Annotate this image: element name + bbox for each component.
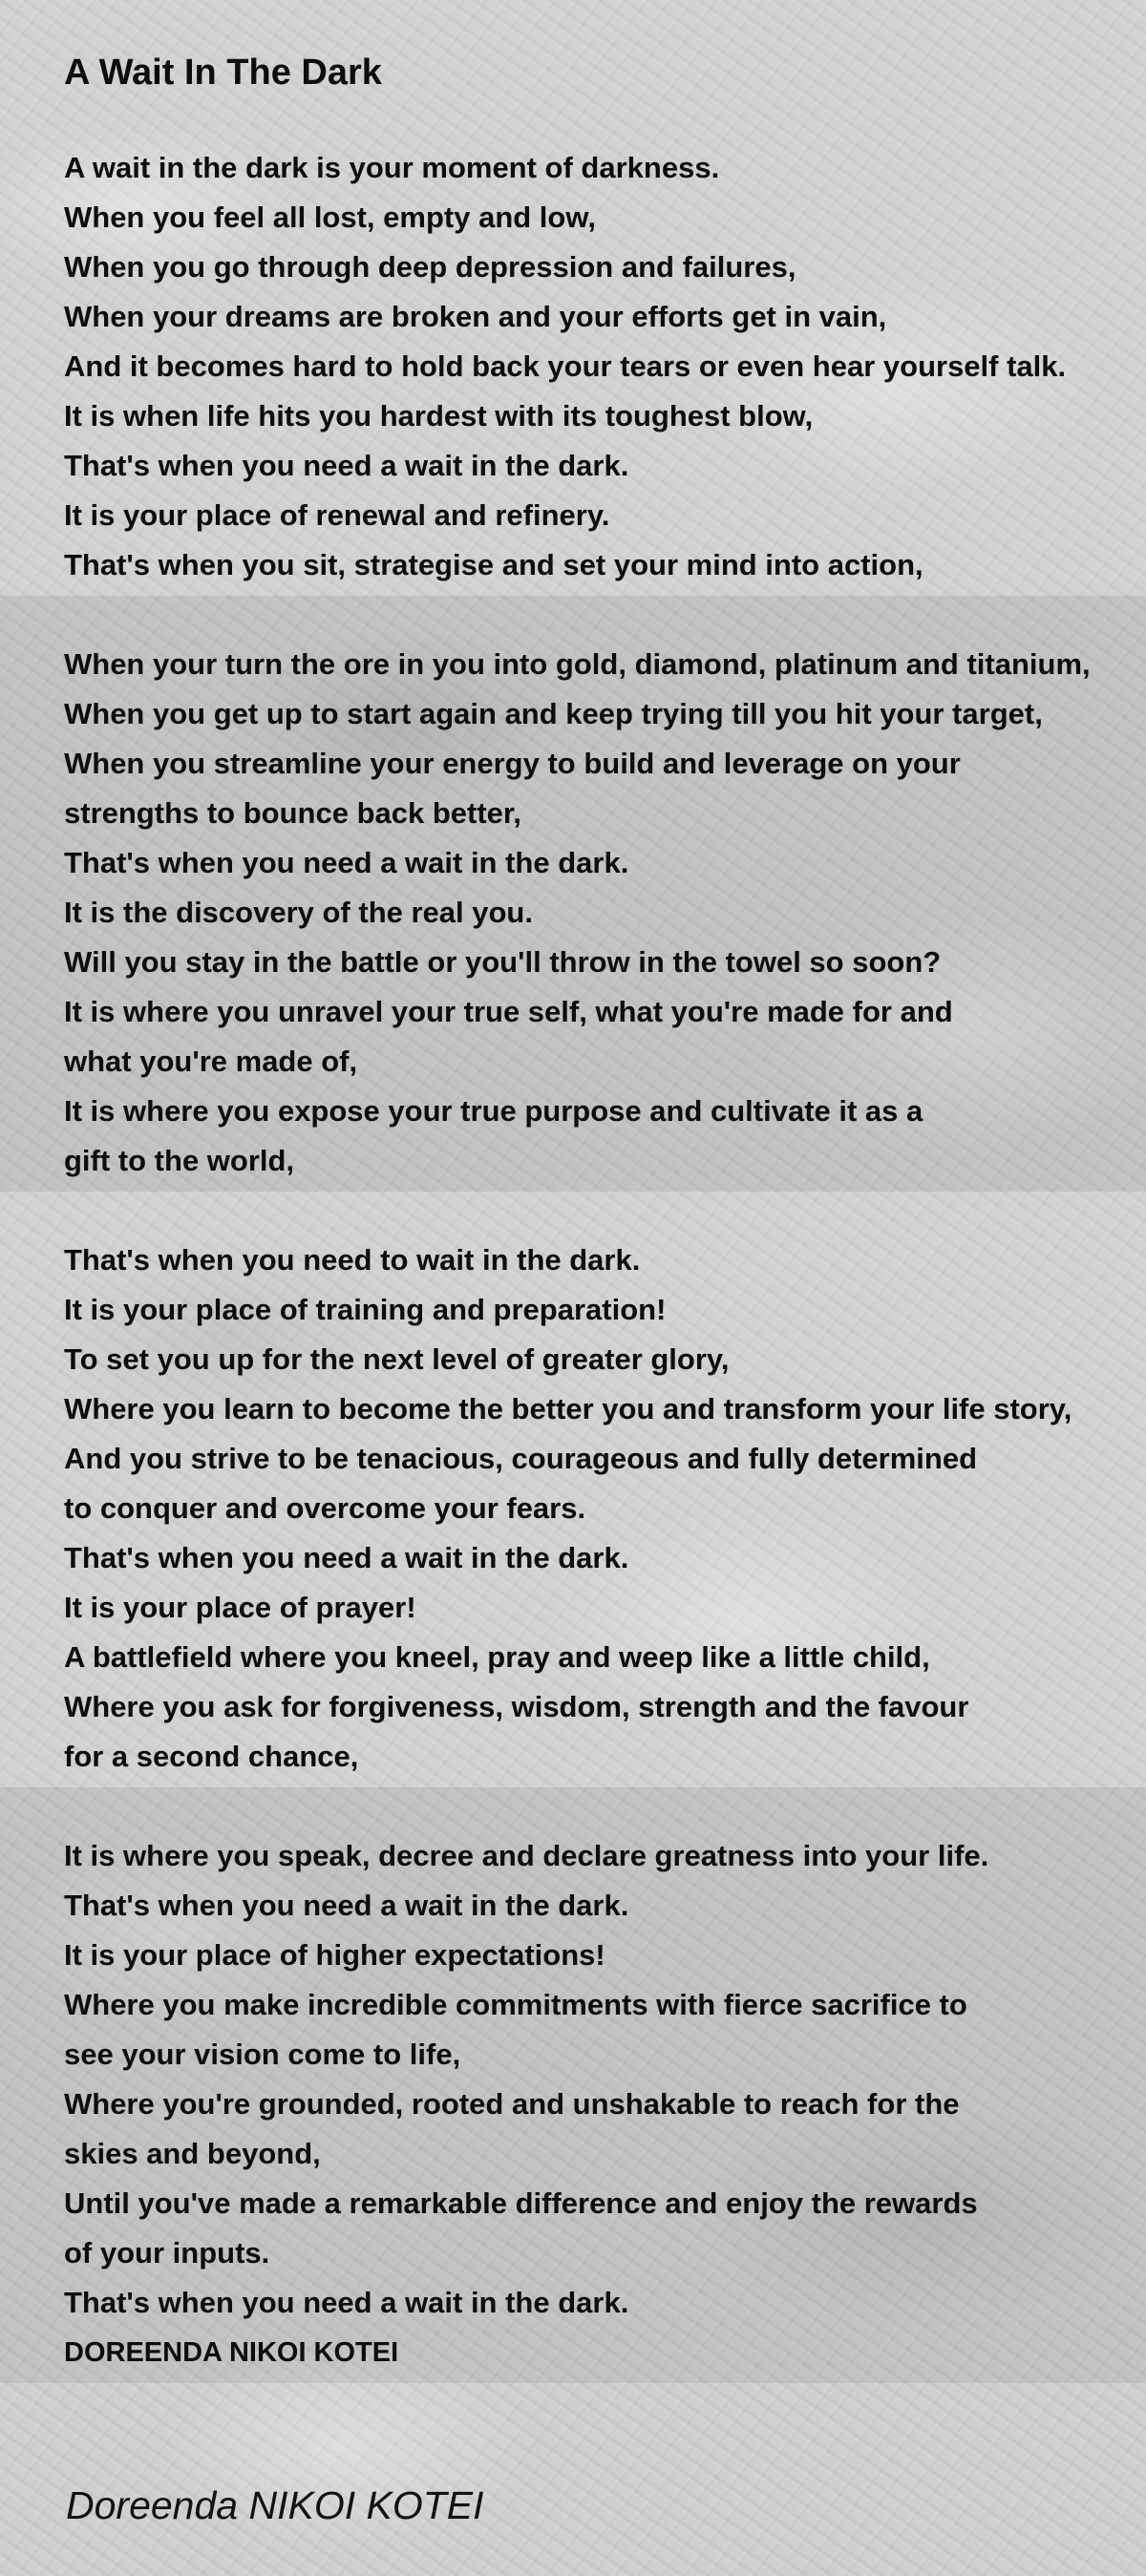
poem-line: skies and beyond, — [64, 2137, 321, 2170]
poem-line: for a second chance, — [64, 1740, 359, 1773]
poem-line: Where you make incredible commitments with fierce sacrifice to — [64, 1988, 967, 2021]
author-signature: Doreenda NIKOI KOTEI — [66, 2483, 484, 2527]
poem-line: It is where you unravel your true self, what you're made for and — [64, 995, 953, 1028]
poem-line: Until you've made a remarkable difference and enjoy the rewards — [64, 2186, 978, 2220]
stanza-3 — [64, 1235, 1134, 1782]
poem-line: It is your place of training and preparation! — [64, 1293, 667, 1326]
stanza-1 — [64, 143, 1134, 590]
poem-line: That's when you need a wait in the dark. — [64, 1889, 629, 1922]
poem-title: A Wait In The Dark — [64, 53, 382, 93]
poem-line: Where you're grounded, rooted and unshakable to reach for the — [64, 2087, 960, 2121]
poem-line: gift to the world, — [64, 1144, 295, 1177]
poem-line: That's when you need a wait in the dark. — [64, 846, 629, 879]
poem-line: A wait in the dark is your moment of darkness. — [64, 151, 720, 184]
poem-line: what you're made of, — [64, 1045, 358, 1078]
poem-line: That's when you need a wait in the dark. — [64, 2286, 629, 2319]
poem-line: A battlefield where you kneel, pray and weep like a little child, — [64, 1640, 930, 1674]
poem-line: When you streamline your energy to build and leverage on your — [64, 747, 961, 780]
poem-line: When your turn the ore in you into gold, diamond, platinum and titanium, — [64, 647, 1091, 681]
poem-line: When you go through deep depression and failures, — [64, 250, 796, 284]
poem-line: It is where you speak, decree and declare greatness into your life. — [64, 1839, 989, 1872]
poem-author: DOREENDA NIKOI KOTEI — [64, 2337, 399, 2368]
poem-line: It is where you expose your true purpose and cultivate it as a — [64, 1094, 923, 1128]
poem-line: That's when you sit, strategise and set your mind into action, — [64, 548, 923, 581]
poem-line: When you feel all lost, empty and low, — [64, 201, 596, 234]
poem-line: To set you up for the next level of greater glory, — [64, 1342, 730, 1376]
poem-line: And you strive to be tenacious, courageous and fully determined — [64, 1442, 978, 1475]
poem-line: It is when life hits you hardest with its toughest blow, — [64, 399, 814, 433]
poem-line: That's when you need a wait in the dark. — [64, 449, 629, 482]
poem-line: When you get up to start again and keep trying till you hit your target, — [64, 697, 1043, 730]
poem-line: of your inputs. — [64, 2236, 270, 2270]
poem-line: to conquer and overcome your fears. — [64, 1491, 586, 1525]
stanza-4 — [64, 1831, 1134, 2377]
poem-line: That's when you need to wait in the dark. — [64, 1243, 641, 1277]
poem-line: When your dreams are broken and your efforts get in vain, — [64, 300, 887, 333]
poem-line: It is your place of prayer! — [64, 1591, 416, 1624]
poem-line: see your vision come to life, — [64, 2038, 461, 2071]
stanza-2 — [64, 640, 1134, 1186]
poem-line: Will you stay in the battle or you'll throw in the towel so soon? — [64, 945, 942, 979]
poem-line: It is the discovery of the real you. — [64, 896, 533, 929]
poem-line: Where you ask for forgiveness, wisdom, strength and the favour — [64, 1690, 969, 1723]
poem-line: Where you learn to become the better you and transform your life story, — [64, 1392, 1072, 1425]
poem-line: And it becomes hard to hold back your tears or even hear yourself talk. — [64, 349, 1067, 383]
poem-line: That's when you need a wait in the dark. — [64, 1541, 629, 1574]
poem-line: It is your place of renewal and refinery. — [64, 498, 610, 532]
poem-line: strengths to bounce back better, — [64, 796, 521, 830]
poem-line: It is your place of higher expectations! — [64, 1938, 605, 1972]
